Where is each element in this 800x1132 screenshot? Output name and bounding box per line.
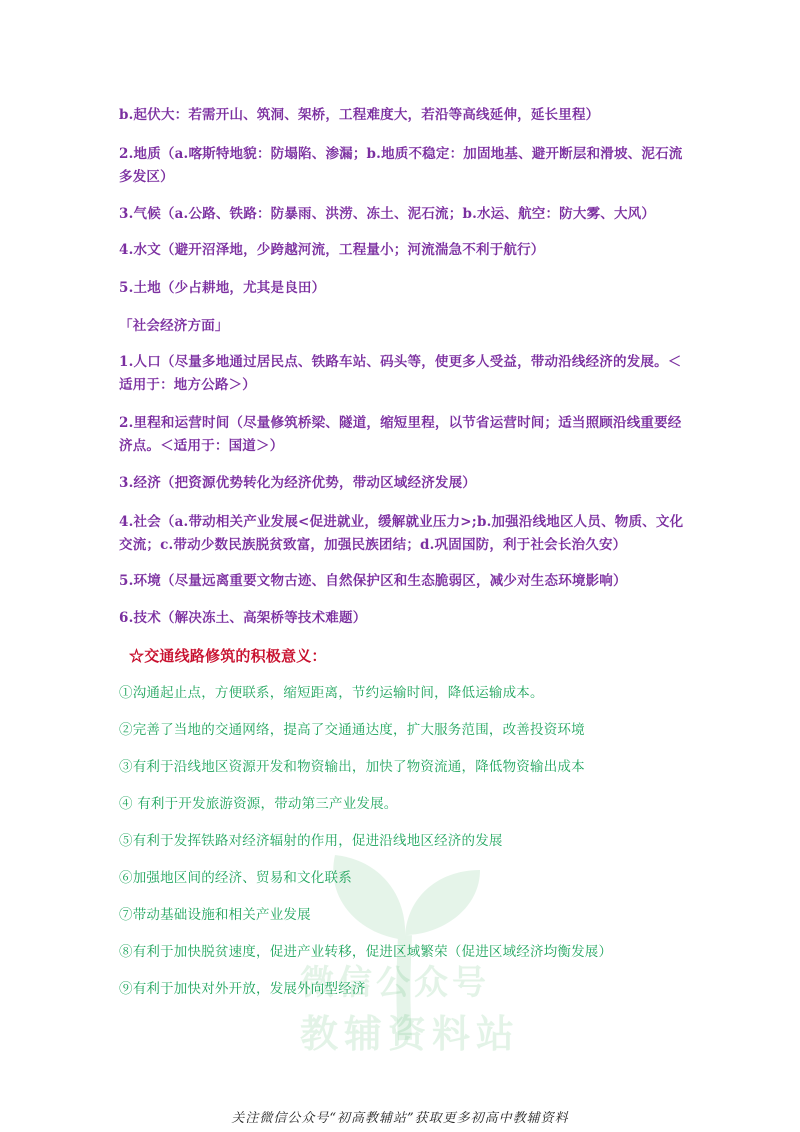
significance-item-1: ①沟通起止点，方便联系，缩短距离，节约运输时间，降低运输成本。 bbox=[119, 685, 544, 701]
natural-geology-item: 2.地质（a.喀斯特地貌：防塌陷、渗漏；b.地质不稳定：加固地基、避开断层和滑坡、泥石流多发区） bbox=[119, 146, 683, 185]
significance-item-4: ④ 有利于开发旅游资源，带动第三产业发展。 bbox=[119, 796, 398, 812]
significance-item-9: ⑨有利于加快对外开放，发展外向型经济 bbox=[119, 981, 366, 997]
natural-climate-item: 3.气候（a.公路、铁路：防暴雨、洪涝、冻土、泥石流；b.水运、航空：防大雾、大风） bbox=[119, 206, 656, 222]
significance-item-3: ③有利于沿线地区资源开发和物资输出，加快了物资流通，降低物资输出成本 bbox=[119, 759, 585, 775]
significance-item-7: ⑦带动基础设施和相关产业发展 bbox=[119, 907, 311, 923]
socio-environment-item: 5.环境（尽量远离重要文物古迹、自然保护区和生态脆弱区，减少对生态环境影响） bbox=[119, 573, 627, 589]
socio-economy-item: 3.经济（把资源优势转化为经济优势，带动区域经济发展） bbox=[119, 475, 476, 491]
natural-undulation-line: b.起伏大：若需开山、筑洞、架桥，工程难度大，若沿等高线延伸，延长里程） bbox=[119, 107, 600, 123]
socio-economic-heading: 「社会经济方面」 bbox=[119, 318, 229, 334]
socio-population-item: 1.人口（尽量多地通过居民点、铁路车站、码头等，使更多人受益，带动沿线经济的发展。＜适用于：地方公路＞） bbox=[119, 354, 682, 393]
significance-item-5: ⑤有利于发挥铁路对经济辐射的作用，促进沿线地区经济的发展 bbox=[119, 833, 503, 849]
socio-society-item: 4.社会（a.带动相关产业发展<促进就业，缓解就业压力>;b.加强沿线地区人员、物质、文化交流；c.带动少数民族脱贫致富，加强民族团结；d.巩固国防，利于社会长治久安） bbox=[119, 514, 684, 553]
significance-heading: ☆交通线路修筑的积极意义： bbox=[129, 647, 327, 665]
page-footer: 关注微信公众号“初高教辅站”获取更多初高中教辅资料 bbox=[231, 1111, 569, 1126]
significance-item-6: ⑥加强地区间的经济、贸易和文化联系 bbox=[119, 870, 352, 886]
significance-item-2: ②完善了当地的交通网络，提高了交通通达度，扩大服务范围，改善投资环境 bbox=[119, 722, 585, 738]
socio-mileage-item: 2.里程和运营时间（尽量修筑桥梁、隧道，缩短里程，以节省运营时间；适当照顾沿线重要经济点。＜适用于：国道＞） bbox=[119, 415, 682, 454]
natural-hydrology-item: 4.水文（避开沼泽地，少跨越河流，工程量小；河流湍急不利于航行） bbox=[119, 242, 545, 258]
watermark-text-line1: 微信公众号 bbox=[300, 963, 490, 1003]
socio-technology-item: 6.技术（解决冻土、高架桥等技术难题） bbox=[119, 610, 367, 626]
natural-land-item: 5.土地（少占耕地，尤其是良田） bbox=[119, 280, 326, 296]
significance-item-8: ⑧有利于加快脱贫速度，促进产业转移，促进区域繁荣（促进区域经济均衡发展） bbox=[119, 944, 613, 960]
watermark-text-line2: 教辅资料站 bbox=[300, 1012, 521, 1056]
